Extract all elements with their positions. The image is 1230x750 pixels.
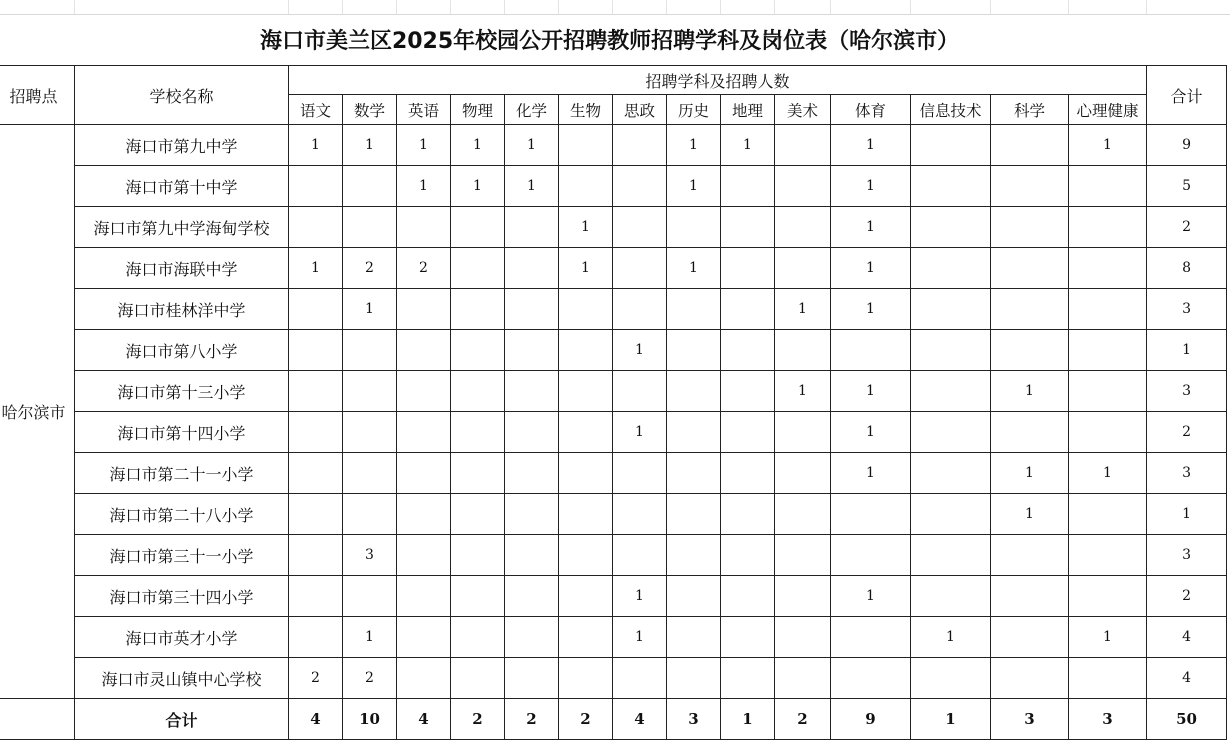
- count-cell[interactable]: 1: [831, 125, 911, 166]
- count-cell[interactable]: [343, 207, 397, 248]
- count-cell[interactable]: [397, 371, 451, 412]
- count-cell[interactable]: [451, 371, 505, 412]
- count-cell[interactable]: [721, 289, 775, 330]
- count-cell[interactable]: [343, 453, 397, 494]
- column-total-cell[interactable]: 1: [721, 699, 775, 740]
- count-cell[interactable]: [667, 535, 721, 576]
- table-row: [0, 658, 1227, 699]
- count-cell[interactable]: [559, 289, 613, 330]
- count-cell[interactable]: [289, 371, 343, 412]
- grand-total-cell[interactable]: 50: [1147, 699, 1227, 740]
- count-cell[interactable]: [991, 412, 1069, 453]
- count-cell[interactable]: [397, 617, 451, 658]
- count-cell[interactable]: [289, 453, 343, 494]
- count-cell[interactable]: 1: [1069, 617, 1147, 658]
- count-cell[interactable]: 1: [991, 371, 1069, 412]
- count-cell[interactable]: [667, 371, 721, 412]
- count-cell[interactable]: [991, 207, 1069, 248]
- row-total-cell[interactable]: 2: [1147, 207, 1227, 248]
- count-cell[interactable]: 1: [831, 412, 911, 453]
- count-cell[interactable]: [289, 207, 343, 248]
- count-cell[interactable]: [721, 617, 775, 658]
- count-cell[interactable]: [343, 412, 397, 453]
- count-cell[interactable]: [613, 207, 667, 248]
- column-total-cell[interactable]: 3: [991, 699, 1069, 740]
- column-total-cell[interactable]: 1: [911, 699, 991, 740]
- row-total-cell[interactable]: 8: [1147, 248, 1227, 289]
- count-cell[interactable]: [667, 207, 721, 248]
- count-cell[interactable]: [343, 166, 397, 207]
- count-cell[interactable]: 2: [343, 658, 397, 699]
- count-cell[interactable]: [831, 535, 911, 576]
- count-cell[interactable]: [991, 535, 1069, 576]
- table-row: [0, 453, 1227, 494]
- count-cell[interactable]: [831, 330, 911, 371]
- count-cell[interactable]: [289, 535, 343, 576]
- count-cell[interactable]: [831, 617, 911, 658]
- count-cell[interactable]: [1069, 166, 1147, 207]
- count-cell[interactable]: 1: [505, 125, 559, 166]
- school-name-cell[interactable]: 海口市第九中学: [75, 125, 289, 166]
- count-cell[interactable]: [559, 371, 613, 412]
- school-name-cell[interactable]: 海口市桂林洋中学: [75, 289, 289, 330]
- count-cell[interactable]: [397, 412, 451, 453]
- count-cell[interactable]: [991, 617, 1069, 658]
- count-cell[interactable]: [667, 658, 721, 699]
- count-cell[interactable]: [775, 330, 831, 371]
- count-cell[interactable]: [911, 166, 991, 207]
- count-cell[interactable]: [289, 576, 343, 617]
- count-cell[interactable]: [451, 207, 505, 248]
- count-cell[interactable]: [667, 576, 721, 617]
- count-cell[interactable]: [451, 248, 505, 289]
- count-cell[interactable]: [613, 494, 667, 535]
- count-cell[interactable]: [911, 371, 991, 412]
- column-total-cell[interactable]: 2: [775, 699, 831, 740]
- count-cell[interactable]: [397, 658, 451, 699]
- count-cell[interactable]: [775, 617, 831, 658]
- count-cell[interactable]: [451, 412, 505, 453]
- count-cell[interactable]: [775, 535, 831, 576]
- count-cell[interactable]: 3: [343, 535, 397, 576]
- school-name-cell[interactable]: 海口市第三十一小学: [75, 535, 289, 576]
- header-subject-9[interactable]: 美术: [775, 95, 831, 125]
- table-row: [0, 248, 1227, 289]
- count-cell[interactable]: [1069, 289, 1147, 330]
- count-cell[interactable]: [505, 412, 559, 453]
- count-cell[interactable]: [667, 617, 721, 658]
- row-total-cell[interactable]: 2: [1147, 412, 1227, 453]
- table-row: [0, 166, 1227, 207]
- totals-label[interactable]: 合计: [75, 699, 289, 740]
- count-cell[interactable]: [721, 412, 775, 453]
- row-total-cell[interactable]: 4: [1147, 617, 1227, 658]
- count-cell[interactable]: 1: [343, 617, 397, 658]
- row-total-cell[interactable]: 3: [1147, 453, 1227, 494]
- school-name-cell[interactable]: 海口市第十三小学: [75, 371, 289, 412]
- count-cell[interactable]: [911, 535, 991, 576]
- count-cell[interactable]: 1: [613, 576, 667, 617]
- count-cell[interactable]: [775, 412, 831, 453]
- count-cell[interactable]: [397, 535, 451, 576]
- count-cell[interactable]: [559, 125, 613, 166]
- count-cell[interactable]: 1: [613, 330, 667, 371]
- count-cell[interactable]: [721, 371, 775, 412]
- count-cell[interactable]: 1: [343, 289, 397, 330]
- header-total[interactable]: 合计: [1147, 66, 1227, 125]
- count-cell[interactable]: [721, 248, 775, 289]
- row-total-cell[interactable]: 4: [1147, 658, 1227, 699]
- school-name-cell[interactable]: 海口市海联中学: [75, 248, 289, 289]
- count-cell[interactable]: [451, 453, 505, 494]
- count-cell[interactable]: [289, 330, 343, 371]
- count-cell[interactable]: 1: [831, 207, 911, 248]
- count-cell[interactable]: [991, 576, 1069, 617]
- count-cell[interactable]: 1: [343, 125, 397, 166]
- count-cell[interactable]: [559, 617, 613, 658]
- table-row: [0, 617, 1227, 658]
- table-row: [0, 494, 1227, 535]
- count-cell[interactable]: 1: [667, 166, 721, 207]
- count-cell[interactable]: 1: [775, 371, 831, 412]
- count-cell[interactable]: 1: [613, 412, 667, 453]
- count-cell[interactable]: [505, 453, 559, 494]
- count-cell[interactable]: [911, 125, 991, 166]
- count-cell[interactable]: [1069, 371, 1147, 412]
- header-school[interactable]: 学校名称: [75, 66, 289, 125]
- count-cell[interactable]: [911, 453, 991, 494]
- count-cell[interactable]: [397, 289, 451, 330]
- header-subject-2[interactable]: 英语: [397, 95, 451, 125]
- count-cell[interactable]: 1: [1069, 453, 1147, 494]
- count-cell[interactable]: [505, 330, 559, 371]
- count-cell[interactable]: 1: [289, 125, 343, 166]
- count-cell[interactable]: 1: [451, 166, 505, 207]
- count-cell[interactable]: [397, 453, 451, 494]
- count-cell[interactable]: 1: [451, 125, 505, 166]
- page-title: 海口市美兰区2025年校园公开招聘教师招聘学科及岗位表（哈尔滨市）: [0, 14, 1227, 66]
- row-total-cell[interactable]: 9: [1147, 125, 1227, 166]
- table-row: [0, 207, 1227, 248]
- count-cell[interactable]: [991, 330, 1069, 371]
- header-subject-11[interactable]: 信息技术: [911, 95, 991, 125]
- count-cell[interactable]: [613, 453, 667, 494]
- count-cell[interactable]: [505, 248, 559, 289]
- count-cell[interactable]: [667, 494, 721, 535]
- count-cell[interactable]: 1: [831, 453, 911, 494]
- count-cell[interactable]: [775, 166, 831, 207]
- count-cell[interactable]: [667, 330, 721, 371]
- count-cell[interactable]: 1: [505, 166, 559, 207]
- count-cell[interactable]: [775, 453, 831, 494]
- count-cell[interactable]: [613, 125, 667, 166]
- count-cell[interactable]: [343, 330, 397, 371]
- count-cell[interactable]: [559, 453, 613, 494]
- count-cell[interactable]: [505, 289, 559, 330]
- header-subject-10[interactable]: 体育: [831, 95, 911, 125]
- count-cell[interactable]: 1: [831, 371, 911, 412]
- count-cell[interactable]: [721, 576, 775, 617]
- row-total-cell[interactable]: 5: [1147, 166, 1227, 207]
- count-cell[interactable]: 1: [397, 125, 451, 166]
- count-cell[interactable]: [667, 412, 721, 453]
- school-name-cell[interactable]: 海口市第十四小学: [75, 412, 289, 453]
- count-cell[interactable]: 1: [667, 248, 721, 289]
- count-cell[interactable]: [1069, 412, 1147, 453]
- header-site[interactable]: 招聘点: [0, 66, 75, 125]
- count-cell[interactable]: [613, 371, 667, 412]
- school-name-cell[interactable]: 海口市第十中学: [75, 166, 289, 207]
- header-subject-8[interactable]: 地理: [721, 95, 775, 125]
- row-total-cell[interactable]: 3: [1147, 289, 1227, 330]
- count-cell[interactable]: [1069, 494, 1147, 535]
- count-cell[interactable]: [911, 494, 991, 535]
- header-subject-12[interactable]: 科学: [991, 95, 1069, 125]
- count-cell[interactable]: [831, 658, 911, 699]
- count-cell[interactable]: [343, 494, 397, 535]
- count-cell[interactable]: [721, 494, 775, 535]
- table-row: [0, 412, 1227, 453]
- count-cell[interactable]: 1: [397, 166, 451, 207]
- count-cell[interactable]: [397, 576, 451, 617]
- count-cell[interactable]: [505, 535, 559, 576]
- column-total-cell[interactable]: 2: [559, 699, 613, 740]
- count-cell[interactable]: [991, 166, 1069, 207]
- count-cell[interactable]: [559, 412, 613, 453]
- row-total-cell[interactable]: 3: [1147, 535, 1227, 576]
- count-cell[interactable]: [451, 535, 505, 576]
- header-subject-6[interactable]: 思政: [613, 95, 667, 125]
- count-cell[interactable]: [991, 248, 1069, 289]
- school-name-cell[interactable]: 海口市第三十四小学: [75, 576, 289, 617]
- totals-row: [0, 699, 1227, 740]
- count-cell[interactable]: [911, 658, 991, 699]
- column-total-cell[interactable]: 4: [289, 699, 343, 740]
- count-cell[interactable]: 2: [343, 248, 397, 289]
- table-row: [0, 330, 1227, 371]
- count-cell[interactable]: [451, 658, 505, 699]
- count-cell[interactable]: [613, 166, 667, 207]
- count-cell[interactable]: [505, 576, 559, 617]
- table-row: [0, 371, 1227, 412]
- count-cell[interactable]: 2: [289, 658, 343, 699]
- count-cell[interactable]: [451, 617, 505, 658]
- column-total-cell[interactable]: 10: [343, 699, 397, 740]
- table-row: [0, 535, 1227, 576]
- count-cell[interactable]: [721, 453, 775, 494]
- school-name-cell[interactable]: 海口市第二十一小学: [75, 453, 289, 494]
- school-name-cell[interactable]: 海口市灵山镇中心学校: [75, 658, 289, 699]
- count-cell[interactable]: [343, 576, 397, 617]
- count-cell[interactable]: [1069, 658, 1147, 699]
- totals-site-cell[interactable]: [0, 699, 75, 740]
- count-cell[interactable]: [991, 289, 1069, 330]
- table-row: [0, 576, 1227, 617]
- count-cell[interactable]: [775, 125, 831, 166]
- count-cell[interactable]: [911, 289, 991, 330]
- column-total-cell[interactable]: 3: [667, 699, 721, 740]
- count-cell[interactable]: [559, 535, 613, 576]
- count-cell[interactable]: 1: [831, 166, 911, 207]
- count-cell[interactable]: [451, 576, 505, 617]
- column-total-cell[interactable]: 3: [1069, 699, 1147, 740]
- count-cell[interactable]: [559, 576, 613, 617]
- school-name-cell[interactable]: 海口市第九中学海甸学校: [75, 207, 289, 248]
- count-cell[interactable]: 1: [1069, 125, 1147, 166]
- row-total-cell[interactable]: 2: [1147, 576, 1227, 617]
- count-cell[interactable]: [289, 617, 343, 658]
- row-total-cell[interactable]: 3: [1147, 371, 1227, 412]
- count-cell[interactable]: [1069, 248, 1147, 289]
- count-cell[interactable]: 1: [831, 576, 911, 617]
- count-cell[interactable]: [613, 289, 667, 330]
- count-cell[interactable]: [613, 248, 667, 289]
- count-cell[interactable]: [505, 371, 559, 412]
- count-cell[interactable]: [721, 658, 775, 699]
- count-cell[interactable]: [397, 207, 451, 248]
- header-subject-5[interactable]: 生物: [559, 95, 613, 125]
- column-total-cell[interactable]: 2: [505, 699, 559, 740]
- count-cell[interactable]: 1: [991, 494, 1069, 535]
- count-cell[interactable]: [667, 453, 721, 494]
- school-name-cell[interactable]: 海口市第八小学: [75, 330, 289, 371]
- column-total-cell[interactable]: 9: [831, 699, 911, 740]
- count-cell[interactable]: [289, 412, 343, 453]
- header-subject-1[interactable]: 数学: [343, 95, 397, 125]
- count-cell[interactable]: 1: [613, 617, 667, 658]
- count-cell[interactable]: [505, 494, 559, 535]
- count-cell[interactable]: 1: [559, 248, 613, 289]
- column-header-strip: [0, 0, 1230, 15]
- row-total-cell[interactable]: 1: [1147, 494, 1227, 535]
- count-cell[interactable]: [775, 494, 831, 535]
- count-cell[interactable]: 1: [775, 289, 831, 330]
- header-subject-7[interactable]: 历史: [667, 95, 721, 125]
- count-cell[interactable]: [559, 494, 613, 535]
- count-cell[interactable]: [505, 658, 559, 699]
- count-cell[interactable]: [505, 207, 559, 248]
- count-cell[interactable]: [721, 535, 775, 576]
- count-cell[interactable]: [451, 330, 505, 371]
- count-cell[interactable]: [289, 289, 343, 330]
- table-row: [0, 289, 1227, 330]
- count-cell[interactable]: [911, 248, 991, 289]
- header-subject-0[interactable]: 语文: [289, 95, 343, 125]
- count-cell[interactable]: 1: [991, 453, 1069, 494]
- recruitment-table: [0, 14, 1227, 740]
- count-cell[interactable]: [911, 576, 991, 617]
- count-cell[interactable]: [667, 289, 721, 330]
- count-cell[interactable]: 1: [289, 248, 343, 289]
- count-cell[interactable]: [1069, 576, 1147, 617]
- count-cell[interactable]: [343, 371, 397, 412]
- row-total-cell[interactable]: 1: [1147, 330, 1227, 371]
- count-cell[interactable]: [451, 494, 505, 535]
- count-cell[interactable]: [775, 658, 831, 699]
- count-cell[interactable]: [775, 576, 831, 617]
- count-cell[interactable]: [1069, 535, 1147, 576]
- count-cell[interactable]: 1: [559, 207, 613, 248]
- count-cell[interactable]: 1: [721, 125, 775, 166]
- count-cell[interactable]: [721, 330, 775, 371]
- site-cell[interactable]: 哈尔滨市: [0, 125, 75, 699]
- count-cell[interactable]: [289, 494, 343, 535]
- header-subject-4[interactable]: 化学: [505, 95, 559, 125]
- header-subject-3[interactable]: 物理: [451, 95, 505, 125]
- count-cell[interactable]: [911, 412, 991, 453]
- count-cell[interactable]: [397, 494, 451, 535]
- header-subject-group[interactable]: 招聘学科及招聘人数: [289, 66, 1147, 95]
- count-cell[interactable]: 1: [667, 125, 721, 166]
- school-name-cell[interactable]: 海口市英才小学: [75, 617, 289, 658]
- count-cell[interactable]: 2: [397, 248, 451, 289]
- count-cell[interactable]: [1069, 207, 1147, 248]
- count-cell[interactable]: [1069, 330, 1147, 371]
- count-cell[interactable]: [505, 617, 559, 658]
- count-cell[interactable]: [451, 289, 505, 330]
- count-cell[interactable]: [775, 248, 831, 289]
- count-cell[interactable]: [397, 330, 451, 371]
- count-cell[interactable]: [613, 535, 667, 576]
- count-cell[interactable]: [831, 494, 911, 535]
- count-cell[interactable]: [613, 658, 667, 699]
- column-total-cell[interactable]: 4: [613, 699, 667, 740]
- count-cell[interactable]: [775, 207, 831, 248]
- count-cell[interactable]: [911, 330, 991, 371]
- column-total-cell[interactable]: 4: [397, 699, 451, 740]
- count-cell[interactable]: [559, 330, 613, 371]
- table-row: [0, 125, 1227, 166]
- school-name-cell[interactable]: 海口市第二十八小学: [75, 494, 289, 535]
- count-cell[interactable]: [991, 658, 1069, 699]
- column-total-cell[interactable]: 2: [451, 699, 505, 740]
- count-cell[interactable]: 1: [831, 248, 911, 289]
- header-subject-13[interactable]: 心理健康: [1069, 95, 1147, 125]
- count-cell[interactable]: [911, 207, 991, 248]
- count-cell[interactable]: 1: [831, 289, 911, 330]
- count-cell[interactable]: [721, 207, 775, 248]
- count-cell[interactable]: [991, 125, 1069, 166]
- count-cell[interactable]: [721, 166, 775, 207]
- count-cell[interactable]: 1: [911, 617, 991, 658]
- count-cell[interactable]: [289, 166, 343, 207]
- count-cell[interactable]: [559, 166, 613, 207]
- count-cell[interactable]: [559, 658, 613, 699]
